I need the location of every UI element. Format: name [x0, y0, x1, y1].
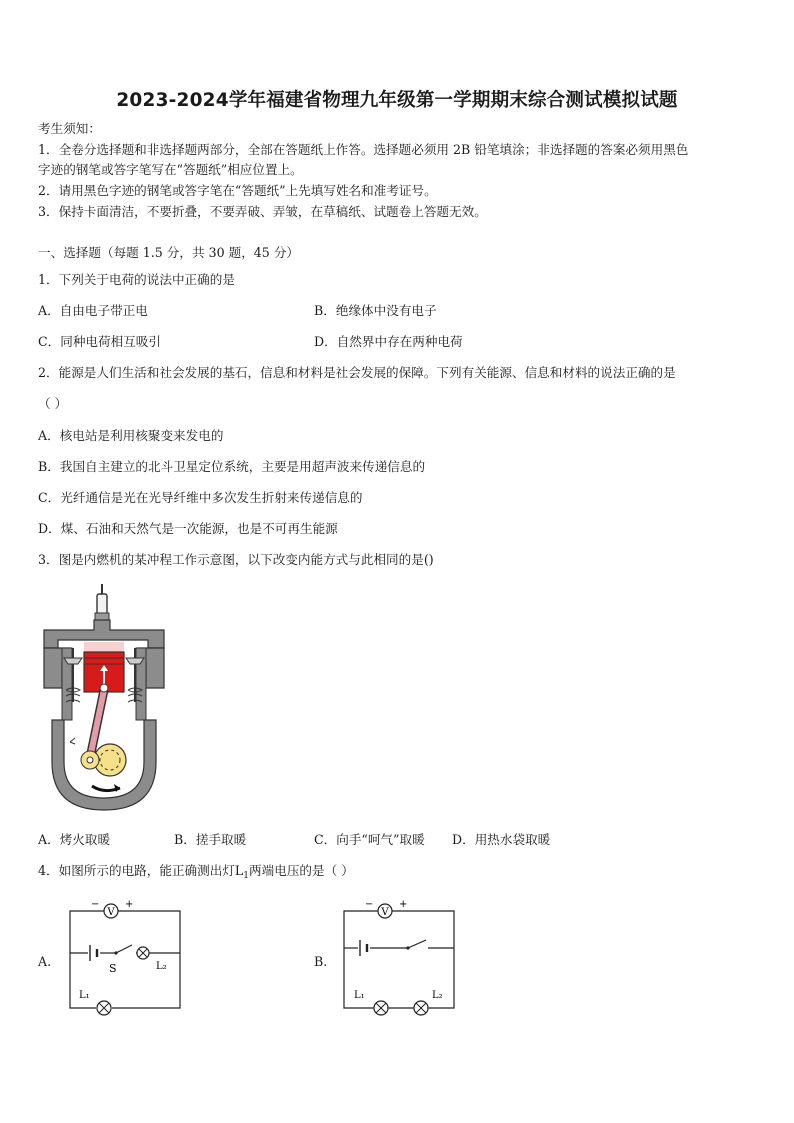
- q4-stem-lamp: L: [234, 863, 244, 878]
- voltmeter-label: V: [107, 907, 115, 918]
- switch-icon: [114, 951, 117, 954]
- q2-option-a: A．核电站是利用核聚变来发电的: [38, 428, 224, 443]
- switch-label: S: [109, 962, 117, 975]
- section-heading: 一、选择题（每题 1.5 分，共 30 题，45 分）: [38, 245, 300, 260]
- voltmeter-label: V: [381, 907, 389, 918]
- q1-option-a: A．自由电子带正电: [38, 303, 148, 318]
- q4-option-b-label: B.: [314, 954, 328, 969]
- battery-icon: [360, 940, 367, 956]
- notice-heading: 考生须知：: [38, 121, 101, 136]
- notice-item-1-cont: 字迹的钢笔或答字笔写在“答题纸”相应位置上。: [38, 162, 303, 177]
- notice-item-3: 3．保持卡面清洁，不要折叠，不要弄破、弄皱，在草稿纸、试题卷上答题无效。: [38, 204, 487, 219]
- spark-plug-icon: [95, 584, 109, 620]
- q3-option-b: B．搓手取暖: [174, 832, 247, 847]
- q2-option-b: B．我国自主建立的北斗卫星定位系统，主要是用超声波来传递信息的: [38, 459, 426, 474]
- q3-option-a: A．烤火取暖: [38, 832, 111, 847]
- q4-option-a-label: A.: [38, 954, 52, 969]
- lamp-l1-icon: [374, 1001, 388, 1015]
- q1-option-d: D．自然界中存在两种电荷: [314, 334, 463, 349]
- q4-stem-pre: 4．如图所示的电路，能正确测出灯: [38, 863, 235, 878]
- q3-option-c: C．向手“呵气”取暖: [314, 832, 425, 847]
- circuit-b-diagram: [338, 896, 460, 1022]
- q4-stem-lamp-sub: 1: [243, 871, 250, 881]
- voltmeter-minus: −: [91, 899, 100, 910]
- circuit-a-diagram: [64, 896, 186, 1022]
- q1-option-b: B．绝缘体中没有电子: [314, 303, 437, 318]
- voltmeter-plus: +: [125, 899, 134, 910]
- lamp-l1-label: L₁: [354, 990, 365, 1001]
- q3-option-d: D．用热水袋取暖: [452, 832, 551, 847]
- switch-icon: [406, 946, 409, 949]
- q2-option-c: C．光纤通信是光在光导纤维中多次发生折射来传递信息的: [38, 490, 363, 505]
- q2-option-d: D．煤、石油和天然气是一次能源，也是不可再生能源: [38, 521, 338, 536]
- page-title: 2023-2024学年福建省物理九年级第一学期期末综合测试模拟试题: [116, 90, 678, 111]
- lamp-l2-label: L₂: [432, 990, 443, 1001]
- q2-blank: （ ）: [38, 396, 68, 411]
- voltmeter-icon: [104, 904, 118, 918]
- q3-stem: 3．图是内燃机的某冲程工作示意图，以下改变内能方式与此相同的是(): [38, 552, 434, 567]
- q2-stem: 2．能源是人们生活和社会发展的基石，信息和材料是社会发展的保障。下列有关能源、信息和材料的说法正确的是: [38, 365, 676, 380]
- voltmeter-minus: −: [365, 899, 374, 910]
- notice-item-1: 1．全卷分选择题和非选择题两部分，全部在答题纸上作答。选择题必须用 2B 铅笔填涂；非选择题的答案必须用黑色: [38, 142, 689, 157]
- lamp-l2-icon: [414, 1001, 428, 1015]
- lamp-l1-icon: [97, 1001, 111, 1015]
- notice-item-2: 2．请用黑色字迹的钢笔或答字笔在“答题纸”上先填写姓名和准考证号。: [38, 183, 437, 198]
- lamp-l2-icon: [137, 947, 149, 959]
- voltmeter-icon: [378, 904, 392, 918]
- lamp-l1-label: L₁: [79, 990, 90, 1001]
- voltmeter-plus: +: [399, 899, 408, 910]
- q4-stem-post: 两端电压的是（ ）: [249, 863, 354, 878]
- battery-icon: [90, 945, 97, 961]
- q4-stem: [38, 862, 354, 882]
- lamp-l2-label: L₂: [156, 961, 167, 972]
- q1-option-c: C．同种电荷相互吸引: [38, 334, 161, 349]
- q1-stem: 1．下列关于电荷的说法中正确的是: [38, 272, 235, 287]
- engine-diagram: [40, 582, 170, 814]
